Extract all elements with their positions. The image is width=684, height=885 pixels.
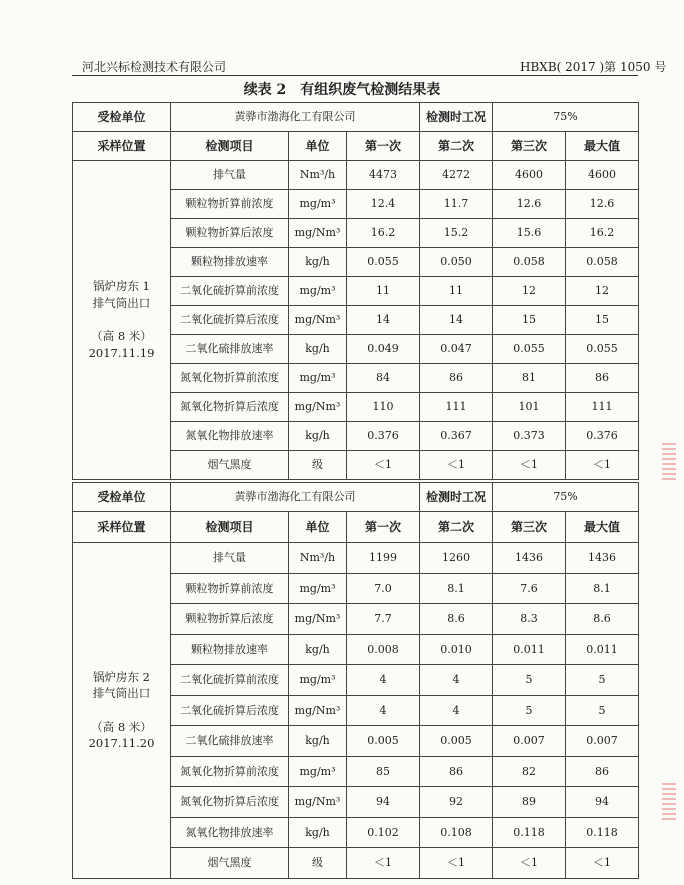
results-table-section-1 <box>72 102 639 480</box>
row-value-3: 82 <box>493 756 566 787</box>
row-value-3: 8.3 <box>493 604 566 635</box>
location-header: 采样位置 <box>73 132 171 161</box>
row-item: 二氧化硫折算前浓度 <box>171 277 289 306</box>
row-unit: kg/h <box>289 248 347 277</box>
row-unit: mg/m³ <box>289 756 347 787</box>
report-number: HBXB( 2017 )第 1050 号 <box>520 60 667 74</box>
row-max: ＜1 <box>566 451 639 480</box>
row-item: 颗粒物折算前浓度 <box>171 190 289 219</box>
row-value-2: 0.047 <box>420 335 493 364</box>
row-item: 颗粒物折算前浓度 <box>171 573 289 604</box>
row-unit: mg/m³ <box>289 665 347 696</box>
condition-value: 75% <box>493 103 639 132</box>
row-value-3: 15.6 <box>493 219 566 248</box>
unit-row <box>73 483 639 512</box>
location-date: 2017.11.19 <box>88 346 155 360</box>
row-max: 94 <box>566 787 639 818</box>
row-value-3: 4600 <box>493 161 566 190</box>
row-value-3: 15 <box>493 306 566 335</box>
condition-label: 检测时工况 <box>420 103 493 132</box>
row-max: 0.055 <box>566 335 639 364</box>
red-stamp-mark <box>662 440 676 480</box>
row-item: 氮氧化物折算后浓度 <box>171 787 289 818</box>
location-line2: 排气筒出口 <box>92 295 151 310</box>
row-max: 12.6 <box>566 190 639 219</box>
row-max: 86 <box>566 364 639 393</box>
row-unit: kg/h <box>289 726 347 757</box>
row-max: 8.6 <box>566 604 639 635</box>
location-height: （高 8 米） <box>91 719 152 734</box>
row-max: 15 <box>566 306 639 335</box>
row-value-2: 0.005 <box>420 726 493 757</box>
row-item: 二氧化硫排放速率 <box>171 335 289 364</box>
row-value-2: 11 <box>420 277 493 306</box>
row-value-3: 12.6 <box>493 190 566 219</box>
row-value-1: 0.049 <box>347 335 420 364</box>
row-value-3: ＜1 <box>493 848 566 879</box>
row-value-2: 14 <box>420 306 493 335</box>
row-max: 8.1 <box>566 573 639 604</box>
row-value-1: 1199 <box>347 543 420 574</box>
table-row <box>73 543 639 574</box>
row-value-3: 7.6 <box>493 573 566 604</box>
row-item: 氮氧化物折算前浓度 <box>171 364 289 393</box>
row-value-3: 0.058 <box>493 248 566 277</box>
row-value-2: 86 <box>420 756 493 787</box>
row-max: 1436 <box>566 543 639 574</box>
row-value-1: 0.376 <box>347 422 420 451</box>
row-value-3: 101 <box>493 393 566 422</box>
row-value-3: 0.011 <box>493 634 566 665</box>
row-value-2: 11.7 <box>420 190 493 219</box>
row-item: 排气量 <box>171 161 289 190</box>
row-max: 5 <box>566 665 639 696</box>
condition-label: 检测时工况 <box>420 483 493 512</box>
sampling-location <box>73 543 171 879</box>
row-value-1: 0.008 <box>347 634 420 665</box>
row-value-1: 11 <box>347 277 420 306</box>
row-value-2: ＜1 <box>420 451 493 480</box>
row-value-1: 12.4 <box>347 190 420 219</box>
row-max: 0.376 <box>566 422 639 451</box>
third-header: 第三次 <box>493 132 566 161</box>
row-item: 氮氧化物排放速率 <box>171 422 289 451</box>
row-value-2: 8.1 <box>420 573 493 604</box>
row-max: 0.011 <box>566 634 639 665</box>
row-item: 二氧化硫排放速率 <box>171 726 289 757</box>
row-item: 氮氧化物折算后浓度 <box>171 393 289 422</box>
row-unit: mg/m³ <box>289 364 347 393</box>
column-header-row <box>73 132 639 161</box>
second-header: 第二次 <box>420 132 493 161</box>
row-value-1: 0.102 <box>347 817 420 848</box>
row-item: 颗粒物折算后浓度 <box>171 604 289 635</box>
header-rule <box>72 75 638 76</box>
row-unit: mg/Nm³ <box>289 306 347 335</box>
location-line1: 锅炉房东 1 <box>93 279 150 294</box>
row-value-3: ＜1 <box>493 451 566 480</box>
row-item: 烟气黑度 <box>171 848 289 879</box>
row-unit: kg/h <box>289 422 347 451</box>
row-value-1: 85 <box>347 756 420 787</box>
results-table-section-2 <box>72 482 639 879</box>
row-value-1: 7.7 <box>347 604 420 635</box>
row-value-2: 0.108 <box>420 817 493 848</box>
row-unit: mg/m³ <box>289 573 347 604</box>
max-header: 最大值 <box>566 132 639 161</box>
row-unit: mg/Nm³ <box>289 393 347 422</box>
row-value-3: 5 <box>493 695 566 726</box>
row-value-2: ＜1 <box>420 848 493 879</box>
row-max: 12 <box>566 277 639 306</box>
row-value-1: 110 <box>347 393 420 422</box>
row-value-3: 0.373 <box>493 422 566 451</box>
row-item: 二氧化硫折算后浓度 <box>171 695 289 726</box>
row-item: 颗粒物排放速率 <box>171 634 289 665</box>
first-header: 第一次 <box>347 512 420 543</box>
item-header: 检测项目 <box>171 512 289 543</box>
row-value-3: 0.118 <box>493 817 566 848</box>
unit-header: 单位 <box>289 512 347 543</box>
second-header: 第二次 <box>420 512 493 543</box>
column-header-row <box>73 512 639 543</box>
row-max: 5 <box>566 695 639 726</box>
row-value-1: 0.005 <box>347 726 420 757</box>
row-value-2: 0.367 <box>420 422 493 451</box>
first-header: 第一次 <box>347 132 420 161</box>
row-item: 二氧化硫折算前浓度 <box>171 665 289 696</box>
row-item: 二氧化硫折算后浓度 <box>171 306 289 335</box>
row-value-3: 12 <box>493 277 566 306</box>
red-stamp-mark <box>662 780 676 820</box>
row-unit: mg/Nm³ <box>289 695 347 726</box>
row-max: 0.058 <box>566 248 639 277</box>
condition-value: 75% <box>493 483 639 512</box>
row-value-1: 7.0 <box>347 573 420 604</box>
row-max: 16.2 <box>566 219 639 248</box>
row-item: 氮氧化物折算前浓度 <box>171 756 289 787</box>
row-item: 烟气黑度 <box>171 451 289 480</box>
row-value-2: 111 <box>420 393 493 422</box>
sampling-location <box>73 161 171 480</box>
row-value-2: 0.010 <box>420 634 493 665</box>
item-header: 检测项目 <box>171 132 289 161</box>
row-unit: 级 <box>289 848 347 879</box>
row-max: 4600 <box>566 161 639 190</box>
row-unit: mg/Nm³ <box>289 219 347 248</box>
row-item: 排气量 <box>171 543 289 574</box>
location-date: 2017.11.20 <box>88 736 155 751</box>
row-unit: mg/m³ <box>289 190 347 219</box>
row-max: ＜1 <box>566 848 639 879</box>
location-line2: 排气筒出口 <box>92 686 151 701</box>
location-header: 采样位置 <box>73 512 171 543</box>
row-value-3: 81 <box>493 364 566 393</box>
row-unit: mg/Nm³ <box>289 604 347 635</box>
row-max: 86 <box>566 756 639 787</box>
row-unit: kg/h <box>289 634 347 665</box>
row-value-1: 4 <box>347 665 420 696</box>
row-item: 颗粒物折算后浓度 <box>171 219 289 248</box>
table-row <box>73 161 639 190</box>
row-value-3: 0.055 <box>493 335 566 364</box>
location-height: （高 8 米） <box>91 329 152 344</box>
row-value-1: 84 <box>347 364 420 393</box>
row-value-2: 8.6 <box>420 604 493 635</box>
row-value-3: 5 <box>493 665 566 696</box>
row-unit: 级 <box>289 451 347 480</box>
unit-label: 受检单位 <box>73 483 171 512</box>
row-unit: mg/Nm³ <box>289 787 347 818</box>
row-value-1: ＜1 <box>347 848 420 879</box>
row-unit: mg/m³ <box>289 277 347 306</box>
row-value-2: 0.050 <box>420 248 493 277</box>
row-value-2: 1260 <box>420 543 493 574</box>
row-value-3: 0.007 <box>493 726 566 757</box>
row-unit: kg/h <box>289 335 347 364</box>
row-value-2: 4 <box>420 695 493 726</box>
row-max: 111 <box>566 393 639 422</box>
row-max: 0.007 <box>566 726 639 757</box>
page-title: 续表 2 有组织废气检测结果表 <box>243 82 441 98</box>
row-value-2: 15.2 <box>420 219 493 248</box>
row-unit: Nm³/h <box>289 161 347 190</box>
row-item: 氮氧化物排放速率 <box>171 817 289 848</box>
max-header: 最大值 <box>566 512 639 543</box>
row-value-1: ＜1 <box>347 451 420 480</box>
unit-value: 黄骅市渤海化工有限公司 <box>171 483 420 512</box>
location-line1: 锅炉房东 2 <box>93 669 150 684</box>
row-value-3: 89 <box>493 787 566 818</box>
row-value-2: 4272 <box>420 161 493 190</box>
row-unit: kg/h <box>289 817 347 848</box>
row-value-1: 16.2 <box>347 219 420 248</box>
row-value-1: 4 <box>347 695 420 726</box>
row-value-3: 1436 <box>493 543 566 574</box>
row-value-2: 92 <box>420 787 493 818</box>
row-value-2: 86 <box>420 364 493 393</box>
row-item: 颗粒物排放速率 <box>171 248 289 277</box>
unit-value: 黄骅市渤海化工有限公司 <box>171 103 420 132</box>
unit-row <box>73 103 639 132</box>
company-header: 河北兴标检测技术有限公司 <box>82 60 227 74</box>
third-header: 第三次 <box>493 512 566 543</box>
row-value-1: 4473 <box>347 161 420 190</box>
row-unit: Nm³/h <box>289 543 347 574</box>
unit-header: 单位 <box>289 132 347 161</box>
row-value-1: 14 <box>347 306 420 335</box>
unit-label: 受检单位 <box>73 103 171 132</box>
row-max: 0.118 <box>566 817 639 848</box>
row-value-1: 94 <box>347 787 420 818</box>
row-value-2: 4 <box>420 665 493 696</box>
row-value-1: 0.055 <box>347 248 420 277</box>
